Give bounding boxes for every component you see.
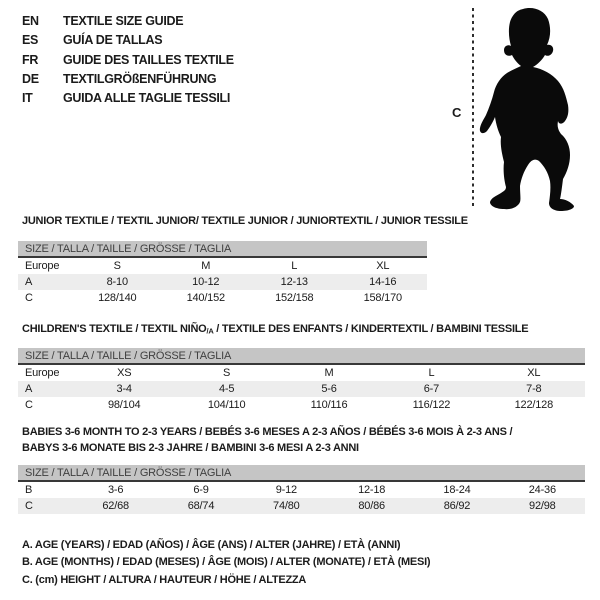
height-cell: 110/116	[310, 399, 348, 411]
size-cell: M	[201, 260, 211, 272]
table-row-age	[18, 381, 585, 397]
table-row-europe	[18, 258, 427, 274]
babies-table-title	[22, 424, 512, 456]
age-cell: 6-9	[193, 484, 209, 496]
table-row-age	[18, 274, 427, 290]
babies-title-line1: BABIES 3-6 MONTH TO 2-3 YEARS / BEBÉS 3-6 MESES A 2-3 AÑOS / BÉBÉS 3-6 MOIS À 2-3 ANS /	[22, 426, 513, 438]
language-title-list	[22, 12, 234, 108]
footnote-age-years: A. AGE (YEARS) / EDAD (AÑOS) / ÂGE (ANS) / ALTER (JAHRE) / ETÀ (ANNI)	[22, 539, 401, 551]
language-code: ES	[22, 33, 39, 48]
guide-title: GUIDA ALLE TAGLIE TESSILI	[63, 91, 231, 106]
size-cell: S	[113, 260, 121, 272]
children-title-text: CHILDREN'S TEXTILE / TEXTIL NIÑO	[22, 323, 207, 335]
age-cell: 3-4	[116, 383, 132, 395]
language-row-it	[22, 89, 234, 108]
row-label: B	[25, 484, 33, 496]
size-cell: L	[428, 367, 435, 379]
height-cell: 116/122	[412, 399, 451, 411]
height-cell: 68/74	[187, 500, 215, 512]
age-cell: 6-7	[423, 383, 440, 395]
guide-title: TEXTILE SIZE GUIDE	[63, 14, 184, 28]
size-cell: M	[324, 367, 334, 379]
language-code: DE	[22, 71, 39, 86]
language-row-de	[22, 70, 234, 89]
guide-title: GUIDE DES TAILLES TEXTILE	[63, 52, 234, 67]
children-size-table	[18, 348, 585, 413]
size-cell: XL	[376, 260, 390, 272]
children-title-subscript: /A	[206, 326, 214, 336]
size-header-bar: SIZE / TALLA / TAILLE / GRÖSSE / TAGLIA	[18, 241, 427, 258]
height-cell: 86/92	[443, 500, 471, 512]
row-label: A	[25, 276, 33, 288]
height-measure-dashed-line	[472, 8, 474, 206]
height-cell: 128/140	[98, 292, 137, 304]
age-cell: 12-18	[358, 484, 386, 496]
age-cell: 8-10	[106, 276, 128, 288]
age-cell: 18-24	[443, 484, 471, 496]
junior-table-title: JUNIOR TEXTILE / TEXTIL JUNIOR/ TEXTILE JUNIOR / JUNIORTEXTIL / JUNIOR TESSILE	[22, 215, 468, 227]
row-label: C	[25, 292, 33, 304]
height-cell: 62/68	[102, 500, 129, 512]
language-row-es	[22, 31, 234, 50]
footnote-age-months: B. AGE (MONTHS) / EDAD (MESES) / ÂGE (MOIS) / ALTER (MONATE) / ETÀ (MESI)	[22, 556, 431, 569]
standing-baby-silhouette-icon	[478, 5, 578, 212]
table-row-height	[18, 290, 427, 306]
height-cell: 152/158	[275, 292, 314, 304]
height-cell: 104/110	[207, 399, 246, 411]
row-label: Europe	[25, 260, 60, 272]
height-cell: 98/104	[107, 399, 141, 411]
age-cell: 24-36	[528, 484, 556, 496]
guide-title: TEXTILGRÖßENFÜHRUNG	[63, 71, 217, 86]
row-label: Europe	[25, 367, 60, 379]
junior-size-table	[18, 241, 427, 306]
age-cell: 3-6	[108, 484, 124, 496]
table-row-height	[18, 498, 585, 514]
row-label: C	[25, 500, 33, 512]
age-cell: 7-8	[526, 383, 542, 395]
size-header-bar: SIZE / TALLA / TAILLE / GRÖSSE / TAGLIA	[18, 465, 585, 482]
guide-title: GUÍA DE TALLAS	[63, 33, 163, 48]
size-cell: XL	[527, 367, 541, 379]
language-code: FR	[22, 52, 39, 67]
language-code: IT	[22, 91, 33, 106]
babies-size-table	[18, 465, 585, 514]
table-row-age-months	[18, 482, 585, 498]
age-cell: 12-13	[280, 276, 308, 288]
footnote-height-cm: C. (cm) HEIGHT / ALTURA / HAUTEUR / HÖHE / ALTEZZA	[22, 573, 307, 586]
babies-title-line2: BABYS 3-6 MONATE BIS 2-3 JAHRE / BAMBINI 3-6 MESI A 2-3 ANNI	[22, 442, 359, 454]
age-cell: 14-16	[369, 276, 397, 288]
row-label: C	[25, 399, 33, 411]
table-row-height	[18, 397, 585, 413]
age-cell: 4-5	[218, 383, 235, 395]
language-code: EN	[22, 14, 39, 28]
children-title-text: / TEXTILE DES ENFANTS / KINDERTEXTIL / BAMBINI TESSILE	[213, 323, 529, 335]
size-header-bar: SIZE / TALLA / TAILLE / GRÖSSE / TAGLIA	[18, 348, 585, 365]
height-cell: 140/152	[186, 292, 225, 304]
height-measure-label: C	[452, 105, 462, 120]
height-cell: 158/170	[363, 292, 402, 304]
height-cell: 74/80	[273, 500, 300, 512]
age-cell: 10-12	[192, 276, 220, 288]
language-row-fr	[22, 51, 234, 70]
height-cell: 80/86	[358, 500, 385, 512]
height-cell: 92/98	[529, 500, 556, 512]
size-cell: L	[291, 260, 298, 272]
legend-footnotes	[22, 537, 430, 589]
age-cell: 5-6	[321, 383, 337, 395]
children-table-title	[22, 321, 528, 340]
size-cell: XS	[117, 367, 132, 379]
row-label: A	[25, 383, 33, 395]
age-cell: 9-12	[275, 484, 297, 496]
height-cell: 122/128	[514, 399, 554, 411]
table-row-europe	[18, 365, 585, 381]
language-row-en	[22, 12, 234, 31]
size-cell: S	[223, 367, 231, 379]
